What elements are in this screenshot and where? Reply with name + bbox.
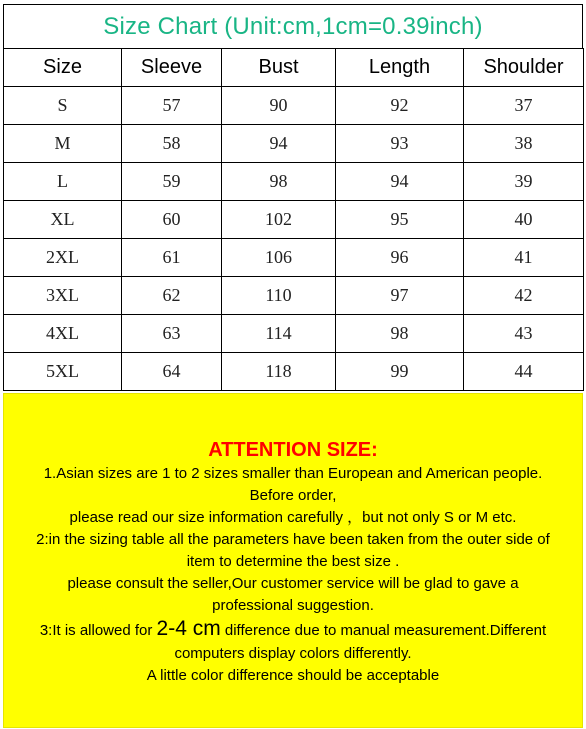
cell-bust: 106 [222,239,336,277]
cell-size: S [4,87,122,125]
attention-notice [3,393,583,728]
notice-line: A little color difference should be acceptable [146,667,440,684]
cell-bust: 90 [222,87,336,125]
header-sleeve: Sleeve [122,49,222,87]
attention-heading: ATTENTION SIZE: [208,439,378,461]
cell-sleeve: 61 [122,239,222,277]
cell-bust: 118 [222,353,336,391]
cell-sleeve: 59 [122,163,222,201]
cell-length: 94 [336,163,464,201]
notice-line: Before order, [249,487,337,504]
cell-shoulder: 40 [464,201,584,239]
cell-sleeve: 63 [122,315,222,353]
cell-shoulder: 43 [464,315,584,353]
notice-line: professional suggestion. [212,597,374,614]
cell-shoulder: 44 [464,353,584,391]
cell-size: 4XL [4,315,122,353]
size-chart [3,4,583,728]
cell-shoulder: 38 [464,125,584,163]
notice-line: computers display colors differently. [174,645,412,662]
cell-length: 96 [336,239,464,277]
header-shoulder: Shoulder [464,49,584,87]
notice-line: please read our size information carefully ，but not only S or M etc. [69,509,517,526]
header-length: Length [336,49,464,87]
cell-size: XL [4,201,122,239]
cell-size: 2XL [4,239,122,277]
cell-length: 93 [336,125,464,163]
item3-highlight: 2-4 cm [156,617,221,640]
cell-bust: 114 [222,315,336,353]
table-row [4,277,584,315]
header-bust: Bust [222,49,336,87]
cell-length: 98 [336,315,464,353]
item3-suffix: difference due to manual measurement.Different [220,622,547,639]
cell-shoulder: 41 [464,239,584,277]
cell-bust: 102 [222,201,336,239]
cell-sleeve: 58 [122,125,222,163]
table-row [4,125,584,163]
notice-line: 1.Asian sizes are 1 to 2 sizes smaller than European and American people. [43,465,543,482]
cell-length: 95 [336,201,464,239]
size-table [3,48,584,391]
cell-sleeve: 60 [122,201,222,239]
chart-title: Size Chart (Unit:cm,1cm=0.39inch) [3,4,583,49]
cell-length: 92 [336,87,464,125]
table-row [4,87,584,125]
header-size: Size [4,49,122,87]
cell-shoulder: 42 [464,277,584,315]
header-row [4,49,584,87]
table-row [4,353,584,391]
table-row [4,239,584,277]
cell-sleeve: 57 [122,87,222,125]
notice-line-item3 [4,617,582,643]
cell-length: 99 [336,353,464,391]
item3-prefix: 3:It is allowed for [39,622,157,639]
table-row [4,315,584,353]
cell-bust: 98 [222,163,336,201]
cell-size: 3XL [4,277,122,315]
notice-line: please consult the seller,Our customer service will be glad to gave a [67,575,519,592]
cell-sleeve: 64 [122,353,222,391]
cell-shoulder: 37 [464,87,584,125]
cell-size: L [4,163,122,201]
cell-shoulder: 39 [464,163,584,201]
cell-length: 97 [336,277,464,315]
table-row [4,163,584,201]
table-row [4,201,584,239]
notice-line: item to determine the best size . [186,553,400,570]
cell-size: 5XL [4,353,122,391]
cell-bust: 94 [222,125,336,163]
cell-bust: 110 [222,277,336,315]
notice-line: 2:in the sizing table all the parameters have been taken from the outer side of [36,531,550,548]
cell-size: M [4,125,122,163]
cell-sleeve: 62 [122,277,222,315]
